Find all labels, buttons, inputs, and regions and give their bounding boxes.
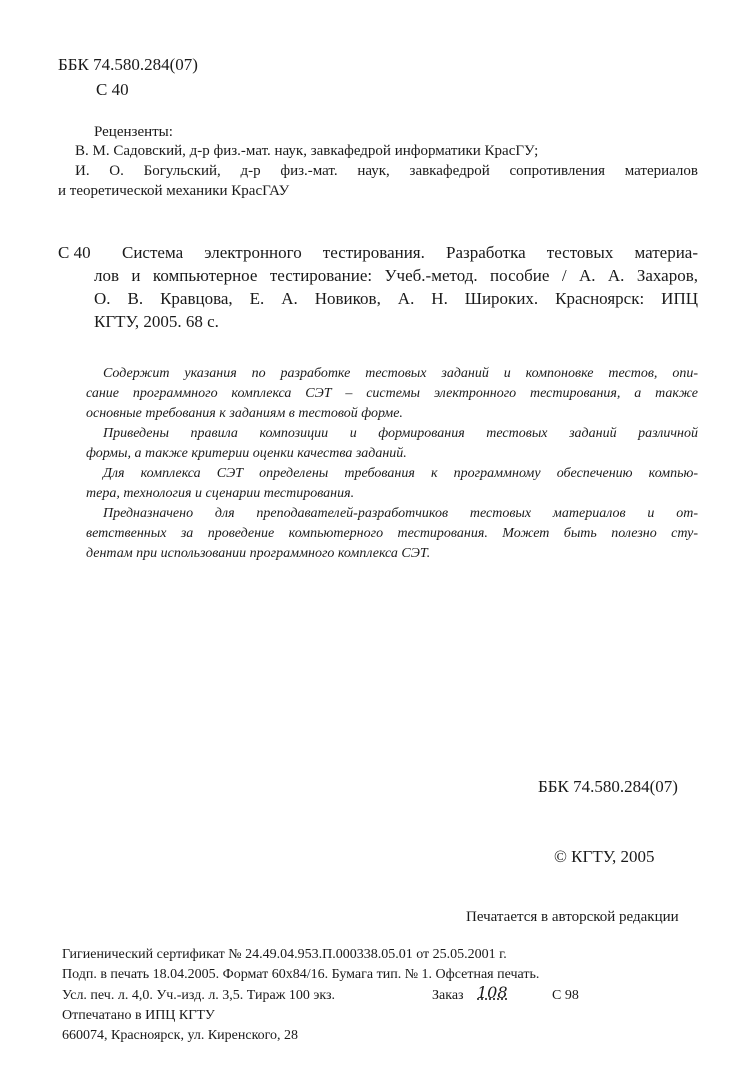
reviewers-label: Рецензенты: xyxy=(94,124,173,140)
bib-line-1: Система электронного тестирования. Разработка тестовых материа- xyxy=(122,243,698,262)
bbk-code: ББК 74.580.284(07) xyxy=(58,55,198,74)
imprint-order-label: Заказ xyxy=(432,988,464,1003)
reviewer-2-line-2: и теоретической механики КрасГАУ xyxy=(58,183,290,199)
imprint-sheets: Усл. печ. л. 4,0. Уч.-изд. л. 3,5. Тираж 100 экз. xyxy=(62,988,336,1003)
abstract-p2-line-2: формы, а также критерии оценки качества заданий. xyxy=(86,446,407,461)
author-mark: С 40 xyxy=(96,80,129,99)
imprint-address: 660074, Красноярск, ул. Киренского, 28 xyxy=(62,1028,299,1043)
bib-line-2: лов и компьютерное тестирование: Учеб.-метод. пособие / А. А. Захаров, xyxy=(94,266,698,285)
imprint-order-number: 108 xyxy=(477,983,508,1002)
abstract-p4-line-2: ветственных за проведение компьютерного тестирования. Может быть полезно сту- xyxy=(86,526,698,541)
abstract-p4-line-1: Предназначено для преподавателей-разработчиков тестовых материалов и от- xyxy=(103,506,698,521)
reviewer-2-line-1: И. О. Богульский, д-р физ.-мат. наук, завкафедрой сопротивления материалов xyxy=(75,163,698,179)
abstract-p3-line-1: Для комплекса СЭТ определены требования к программному обеспечению компью- xyxy=(103,466,698,481)
bib-line-3: О. В. Кравцова, Е. А. Новиков, А. Н. Широких. Красноярск: ИПЦ xyxy=(94,289,698,308)
reviewer-1: В. М. Садовский, д-р физ.-мат. наук, завкафедрой информатики КрасГУ; xyxy=(75,143,539,159)
abstract-p1-line-1: Содержит указания по разработке тестовых заданий и компоновке тестов, опи- xyxy=(103,366,698,381)
abstract-p4-line-3: дентам при использовании программного комплекса СЭТ. xyxy=(86,546,431,561)
abstract-p1-line-3: основные требования к заданиям в тестовой форме. xyxy=(86,406,403,421)
edition-note: Печатается в авторской редакции xyxy=(466,909,679,925)
bib-mark: С 40 xyxy=(58,243,91,262)
imprint-code: С 98 xyxy=(552,988,579,1003)
abstract-p1-line-2: сание программного комплекса СЭТ – системы электронного тестирования, а также xyxy=(86,386,698,401)
imprint-signed: Подп. в печать 18.04.2005. Формат 60х84/16. Бумага тип. № 1. Офсетная печать. xyxy=(62,967,540,982)
imprint-printed-at: Отпечатано в ИПЦ КГТУ xyxy=(62,1008,215,1023)
abstract-p3-line-2: тера, технология и сценарии тестирования. xyxy=(86,486,355,501)
abstract-p2-line-1: Приведены правила композиции и формирования тестовых заданий различной xyxy=(103,426,698,441)
bib-line-4: КГТУ, 2005. 68 с. xyxy=(94,312,219,331)
imprint-certificate: Гигиенический сертификат № 24.49.04.953.П.000338.05.01 от 25.05.2001 г. xyxy=(62,947,507,962)
copyright: © КГТУ, 2005 xyxy=(554,847,655,866)
footer-bbk-code: ББК 74.580.284(07) xyxy=(538,777,678,796)
